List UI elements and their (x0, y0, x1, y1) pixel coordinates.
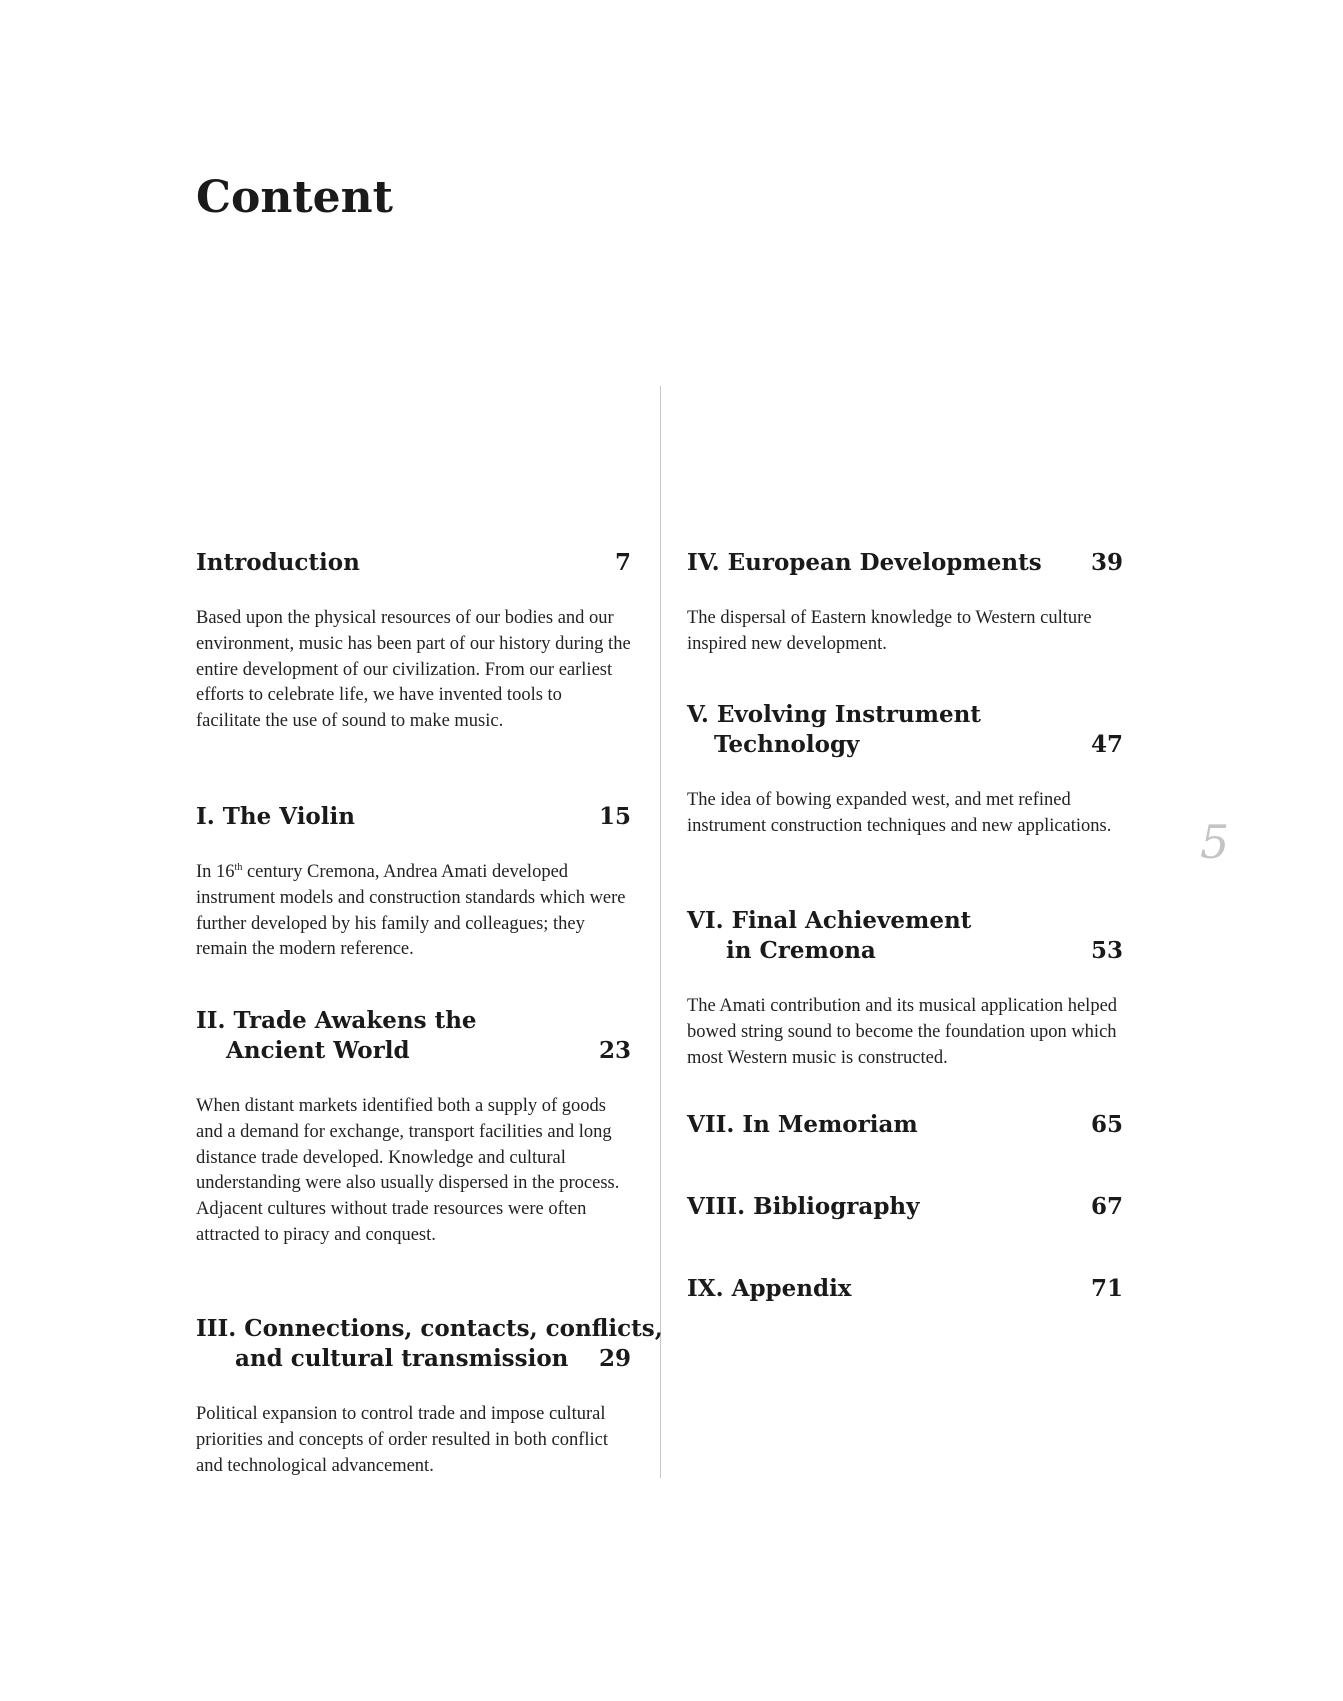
toc-entry-title: II. Trade Awakens the (196, 1007, 477, 1034)
toc-entry-description (196, 606, 631, 735)
toc-entry-heading (196, 548, 631, 578)
toc-entry-description (196, 1094, 631, 1249)
toc-entry-final-achievement[interactable] (687, 906, 1123, 1071)
toc-entry-page: 7 (614, 549, 631, 576)
toc-entry-title: I. The Violin (196, 803, 355, 830)
toc-entry-heading (196, 802, 631, 832)
description-text: century Cremona, Andrea Amati developed instrument models and construction standards which were further developed by his family and colleagues; they remain the modern reference. (196, 862, 626, 960)
toc-entry-title-continued: Technology (714, 731, 860, 758)
toc-entry-in-memoriam[interactable] (687, 1110, 1123, 1140)
toc-entry-page: 29 (598, 1345, 631, 1372)
toc-entry-title: IX. Appendix (687, 1275, 852, 1302)
toc-entry-trade-awakens[interactable] (196, 1006, 631, 1249)
ordinal-superscript: th (234, 861, 243, 873)
toc-entry-title: III. Connections, contacts, conflicts, (196, 1315, 663, 1342)
toc-entry-description (687, 606, 1123, 658)
toc-entry-heading (196, 1314, 663, 1374)
toc-entry-description (687, 788, 1123, 840)
toc-entry-title-continued: Ancient World (226, 1037, 410, 1064)
toc-entry-page: 67 (1090, 1193, 1123, 1220)
toc-entry-the-violin[interactable] (196, 802, 631, 963)
toc-entry-description (196, 1402, 631, 1479)
toc-entry-title-continued: and cultural transmission (235, 1345, 569, 1372)
toc-entry-title: VII. In Memoriam (687, 1111, 918, 1138)
toc-entry-page: 53 (1090, 937, 1123, 964)
toc-entry-bibliography[interactable] (687, 1192, 1123, 1222)
page-number: 5 (1200, 815, 1230, 869)
description-text: The dispersal of Eastern knowledge to Western culture inspired new development. (687, 608, 1092, 654)
toc-entry-connections[interactable] (196, 1314, 663, 1479)
toc-entry-heading (687, 906, 1123, 966)
toc-entry-title-continued: in Cremona (726, 937, 876, 964)
description-text: The idea of bowing expanded west, and met refined instrument construction techniques and new applications. (687, 790, 1112, 836)
toc-entry-title: V. Evolving Instrument (687, 701, 981, 728)
toc-entry-page: 23 (598, 1037, 631, 1064)
toc-entry-european-developments[interactable] (687, 548, 1123, 658)
description-text-prefix: In 16 (196, 862, 235, 882)
toc-entry-page: 65 (1090, 1111, 1123, 1138)
toc-entry-page: 47 (1090, 731, 1123, 758)
toc-entry-heading (687, 548, 1123, 578)
page-title: Content (196, 172, 393, 223)
toc-entry-description (196, 860, 631, 963)
toc-entry-description (687, 994, 1123, 1071)
description-text: The Amati contribution and its musical application helped bowed string sound to become the foundation upon which most Western music is constructed. (687, 996, 1118, 1068)
description-text: When distant markets identified both a supply of goods and a demand for exchange, transport facilities and long distance trade developed. Knowledge and cultural understanding were also usually dispersed in the process. Adjacent cultures without trade resources were often attracted to piracy and conquest. (196, 1096, 620, 1245)
toc-entry-title: IV. European Developments (687, 549, 1042, 576)
toc-entry-heading (687, 700, 1123, 760)
toc-entry-title: Introduction (196, 549, 360, 576)
toc-entry-page: 39 (1090, 549, 1123, 576)
description-text: Political expansion to control trade and impose cultural priorities and concepts of order resulted in both conflict and technological advancement. (196, 1404, 609, 1476)
toc-entry-heading (196, 1006, 631, 1066)
toc-entry-heading (687, 1274, 1123, 1304)
toc-entry-heading (687, 1192, 1123, 1222)
toc-entry-title: VIII. Bibliography (687, 1193, 920, 1220)
description-text: Based upon the physical resources of our bodies and our environment, music has been part of our history during the entire development of our civilization. From our earliest efforts to celebrate life, we have invented tools to facilitate the use of sound to make music. (196, 608, 631, 732)
toc-entry-evolving-instrument[interactable] (687, 700, 1123, 840)
toc-entry-heading (687, 1110, 1123, 1140)
toc-entry-page: 71 (1090, 1275, 1123, 1302)
toc-entry-appendix[interactable] (687, 1274, 1123, 1304)
toc-entry-page: 15 (598, 803, 631, 830)
toc-entry-introduction[interactable] (196, 548, 631, 735)
toc-entry-title: VI. Final Achievement (687, 907, 972, 934)
